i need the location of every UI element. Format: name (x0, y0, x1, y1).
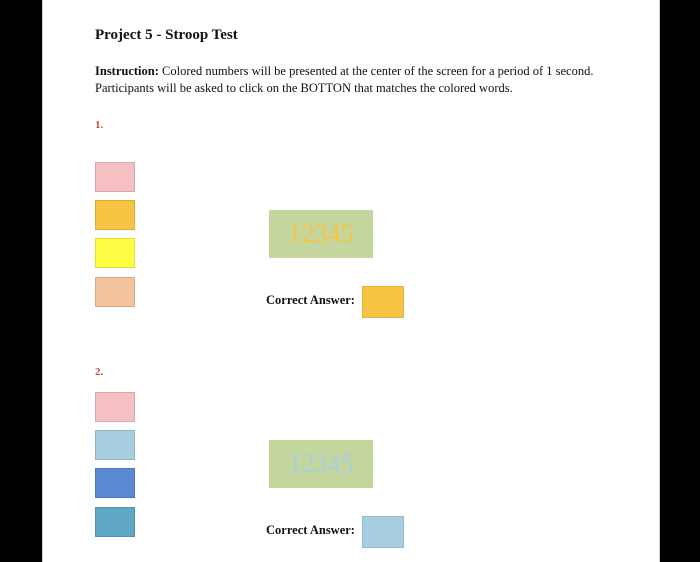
q1-correct-answer-swatch (362, 286, 404, 318)
page-title: Project 5 - Stroop Test (95, 27, 238, 43)
q1-option-orange[interactable] (95, 200, 135, 230)
document-page (42, 0, 660, 562)
q2-correct-answer-swatch (362, 516, 404, 548)
question-2-number: 2. (95, 366, 104, 378)
question-1-number: 1. (95, 119, 104, 131)
instruction-label: Instruction: (95, 64, 159, 78)
q1-correct-answer-label: Correct Answer: (266, 293, 355, 307)
q1-option-pink[interactable] (95, 162, 135, 192)
q1-option-yellow[interactable] (95, 238, 135, 268)
instruction-paragraph (95, 63, 625, 97)
instruction-text: Colored numbers will be presented at the center of the screen for a period of 1 second. Participants will be asked to click on the BOTTON that matches the colored words. (95, 64, 594, 95)
q2-correct-answer-label: Correct Answer: (266, 523, 355, 537)
q1-stimulus-number: 12345 (288, 219, 354, 248)
q2-option-teal[interactable] (95, 507, 135, 537)
q1-option-peach[interactable] (95, 277, 135, 307)
q2-stimulus-number: 12345 (288, 449, 354, 478)
q2-stimulus-box (269, 440, 373, 488)
q1-stimulus-box (269, 210, 373, 258)
q2-option-pink[interactable] (95, 392, 135, 422)
q2-option-light-blue[interactable] (95, 430, 135, 460)
q2-option-blue[interactable] (95, 468, 135, 498)
